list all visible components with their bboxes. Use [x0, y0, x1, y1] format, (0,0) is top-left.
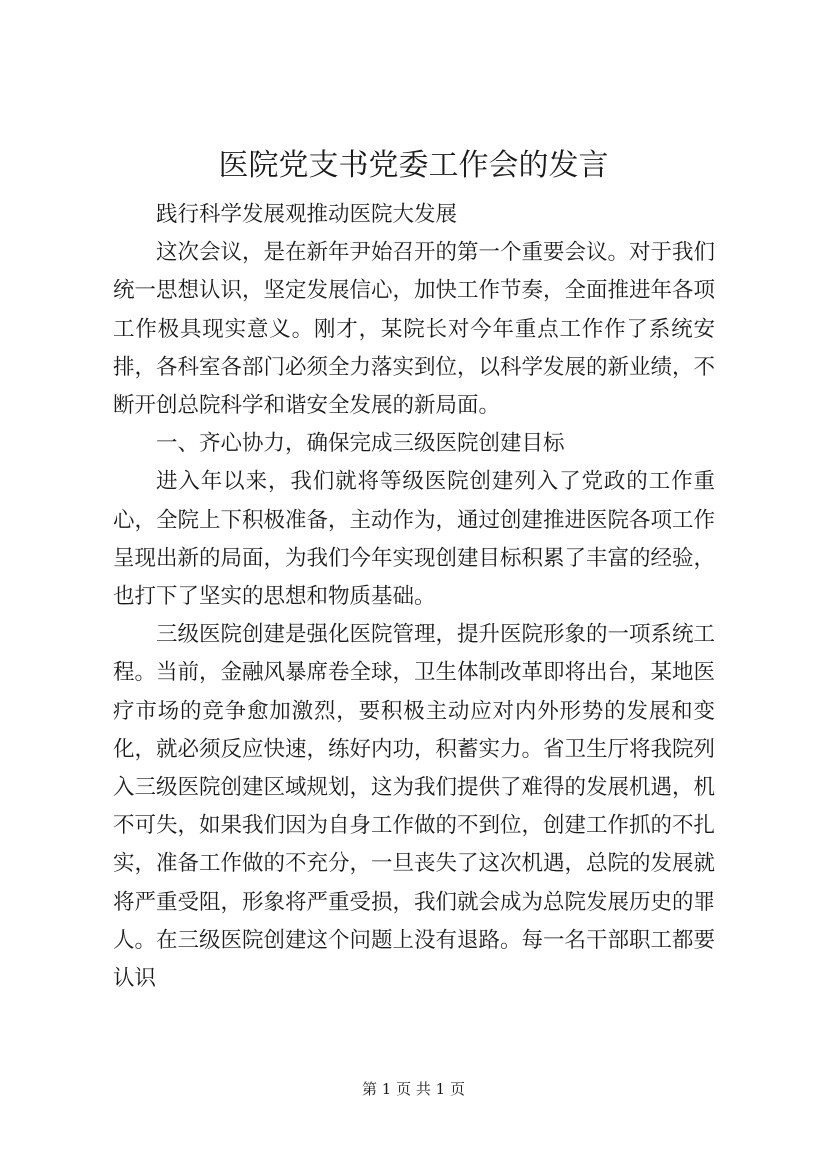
section-heading: 一、齐心协力，确保完成三级医院创建目标 — [156, 431, 565, 457]
page-number: 第 1 页 共 1 页 — [362, 1080, 465, 1098]
page-footer — [0, 1079, 827, 1099]
body-paragraph: 三级医院创建是强化医院管理，提升医院形象的一项系统工程。当前，金融风暴席卷全球，卫生体制改革即将出台，某地医疗市场的竞争愈加激烈，要积极主动应对内外形势的发展和变化，就必须反应快速，练好内功，积蓄实力。省卫生厅将我院列入三级医院创建区域规划，这为我们提供了难得的发展机遇，机不可失，如果我们因为自身工作做的不到位，创建工作抓的不扎实，准备工作做的不充分，一旦丧失了这次机遇，总院的发展就将严重受阻，形象将严重受损，我们就会成为总院发展历史的罪人。在三级医院创建这个问题上没有退路。每一名干部职工都要认识 — [113, 622, 716, 992]
body-paragraph: 进入年以来，我们就将等级医院创建列入了党政的工作重心，全院上下积极准备，主动作为，通过创建推进医院各项工作呈现出新的局面，为我们今年实现创建目标积累了丰富的经验，也打下了坚实的思想和物质基础。 — [113, 469, 716, 610]
document-title: 医院党支书党委工作会的发言 — [218, 148, 609, 183]
document-body — [113, 196, 715, 998]
body-paragraph: 这次会议，是在新年尹始召开的第一个重要会议。对于我们统一思想认识，坚定发展信心，加快工作节奏，全面推进年各项工作极具现实意义。刚才，某院长对今年重点工作作了系统安排，各科室各部门必须全力落实到位，以科学发展的新业绩，不断开创总院科学和谐安全发展的新局面。 — [113, 240, 716, 419]
subtitle-paragraph: 践行科学发展观推动医院大发展 — [156, 202, 458, 227]
